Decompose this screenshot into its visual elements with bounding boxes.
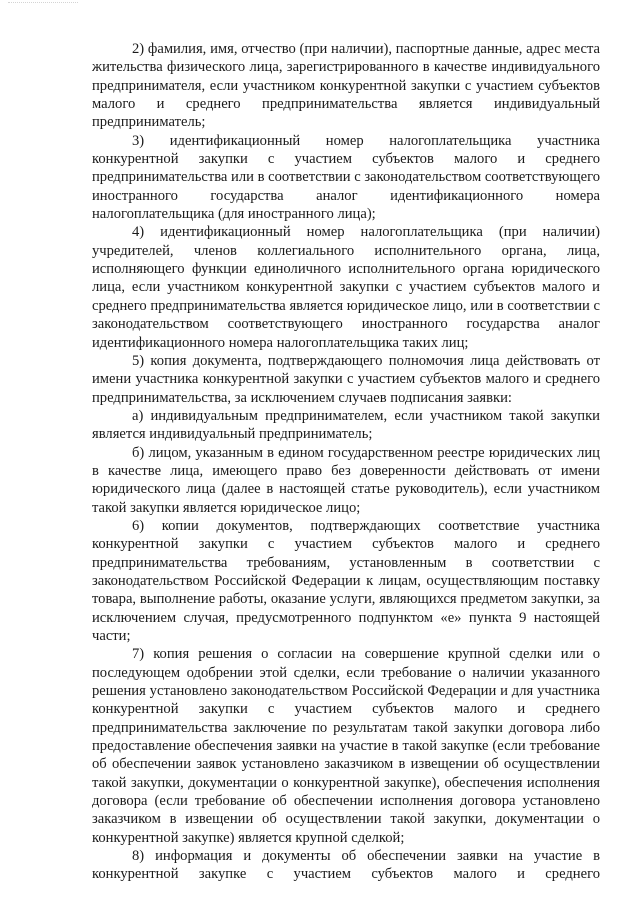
paragraph-item-5: 5) копия документа, подтверждающего полномочия лица действовать от имени участника конкурентной закупки с участием субъектов малого и среднего предпринимательства, за исключением случаев подписания заявки: bbox=[92, 352, 600, 406]
paragraph-item-7: 7) копия решения о согласии на совершение крупной сделки или о последующем одобрении этой сделки, если требование о наличии указанного решения установлено законодательством Российской Федерации и для участника конкурентной закупки с участием субъектов малого и среднего предпринимательства заключение по результатам такой закупки договора либо предоставление обеспечения заявки на участие в такой закупке (если требование об обеспечении заявок установлено заказчиком в извещении об осуществлении такой закупки, документации о конкурентной закупке), обеспечения исполнения договора (если требование об обеспечении исполнения договора установлено заказчиком в извещении об осуществлении такой закупки, документации о конкурентной закупке) является крупной сделкой; bbox=[92, 646, 600, 846]
paragraph-item-4: 4) идентификационный номер налогоплательщика (при наличии) учредителей, членов коллегиального исполнительного органа, лица, исполняющего функции единоличного исполнительного органа юридического лица, если участником конкурентной закупки с участием субъектов малого и среднего предпринимательства является юридическое лицо, или в соответствии с законодательством соответствующего иностранного государства аналог идентификационного номера налогоплательщика таких лиц; bbox=[92, 224, 600, 351]
document-body bbox=[92, 40, 600, 884]
paragraph-item-6: 6) копии документов, подтверждающих соответствие участника конкурентной закупки с участием субъектов малого и среднего предпринимательства требованиям, установленным в соответствии с законодательством Российской Федерации к лицам, осуществляющим поставку товара, выполнение работы, оказание услуги, являющихся предметом закупки, за исключением случая, предусмотренного подпунктом «е» пункта 9 настоящей части; bbox=[92, 517, 600, 644]
paragraph-item-3: 3) идентификационный номер налогоплательщика участника конкурентной закупки с участием субъектов малого и среднего предпринимательства или в соответствии с законодательством соответствующего иностранного государства аналог идентификационного номера налогоплательщика (для иностранного лица); bbox=[92, 132, 601, 223]
paragraph-item-8: 8) информация и документы об обеспечении заявки на участие в конкурентной закупке с участием субъектов малого и среднего bbox=[92, 848, 600, 883]
paragraph-item-2: 2) фамилия, имя, отчество (при наличии), паспортные данные, адрес места жительства физического лица, зарегистрированного в качестве индивидуального предпринимателя, если участником конкурентной закупки с участием субъектов малого и среднего предпринимательства является индивидуальный предприниматель; bbox=[92, 41, 600, 131]
scan-artifact bbox=[8, 2, 78, 9]
paragraph-item-5b: б) лицом, указанным в едином государственном реестре юридических лиц в качестве лица, имеющего право без доверенности действовать от имени юридического лица (далее в настоящей статье руководитель), если участником такой закупки является юридическое лицо; bbox=[92, 444, 600, 516]
paragraph-item-5a: а) индивидуальным предпринимателем, если участником такой закупки является индивидуальный предприниматель; bbox=[92, 407, 600, 443]
